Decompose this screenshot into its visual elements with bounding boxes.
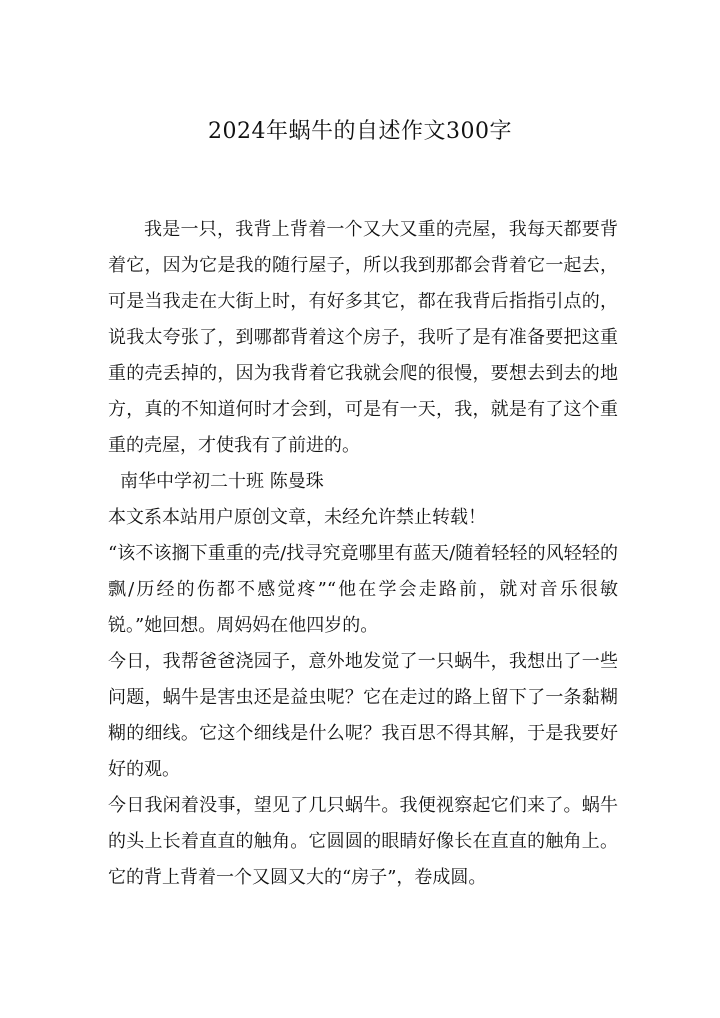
paragraph-1: 我是一只，我背上背着一个又大又重的壳屋，我每天都要背着它，因为它是我的随行屋子，所以我到那都会背着它一起去，可是当我走在大街上时，有好多其它，都在我背后指指引点的，说我太夸张了，到哪都背着这个房子，我听了是有准备要把这重重的壳丢掉的，因为我背着它我就会爬的很慢，要想去到去的地方，真的不知道何时才会到，可是有一天，我，就是有了这个重重的壳屋，才使我有了前进的。	[108, 219, 618, 456]
document-title: 2024年蜗牛的自述作文300字	[208, 119, 512, 144]
paragraph-3: 今日，我帮爸爸浇园子，意外地发觉了一只蜗牛，我想出了一些问题，蜗牛是害虫还是益虫呢？它在走过的路上留下了一条黏糊糊的细线。它这个细线是什么呢？我百思不得其解，于是我要好好的观。	[108, 651, 618, 780]
paragraph-4: 今日我闲着没事，望见了几只蜗牛。我便视察起它们来了。蜗牛的头上长着直直的触角。它圆圆的眼睛好像长在直直的触角上。它的背上背着一个又圆又大的“房子”，卷成圆。	[108, 795, 618, 888]
document-body	[108, 212, 618, 896]
paragraph-2: “该不该搁下重重的壳/找寻究竟哪里有蓝天/随着轻轻的风轻轻的飘/历经的伤都不感觉疼”“他在学会走路前，就对音乐很敏锐。”她回想。周妈妈在他四岁的。	[108, 543, 618, 636]
copyright-notice: 本文系本站用户原创文章，未经允许禁止转载！	[108, 507, 486, 528]
author-signature: 南华中学初二十班 陈曼珠	[120, 471, 324, 492]
